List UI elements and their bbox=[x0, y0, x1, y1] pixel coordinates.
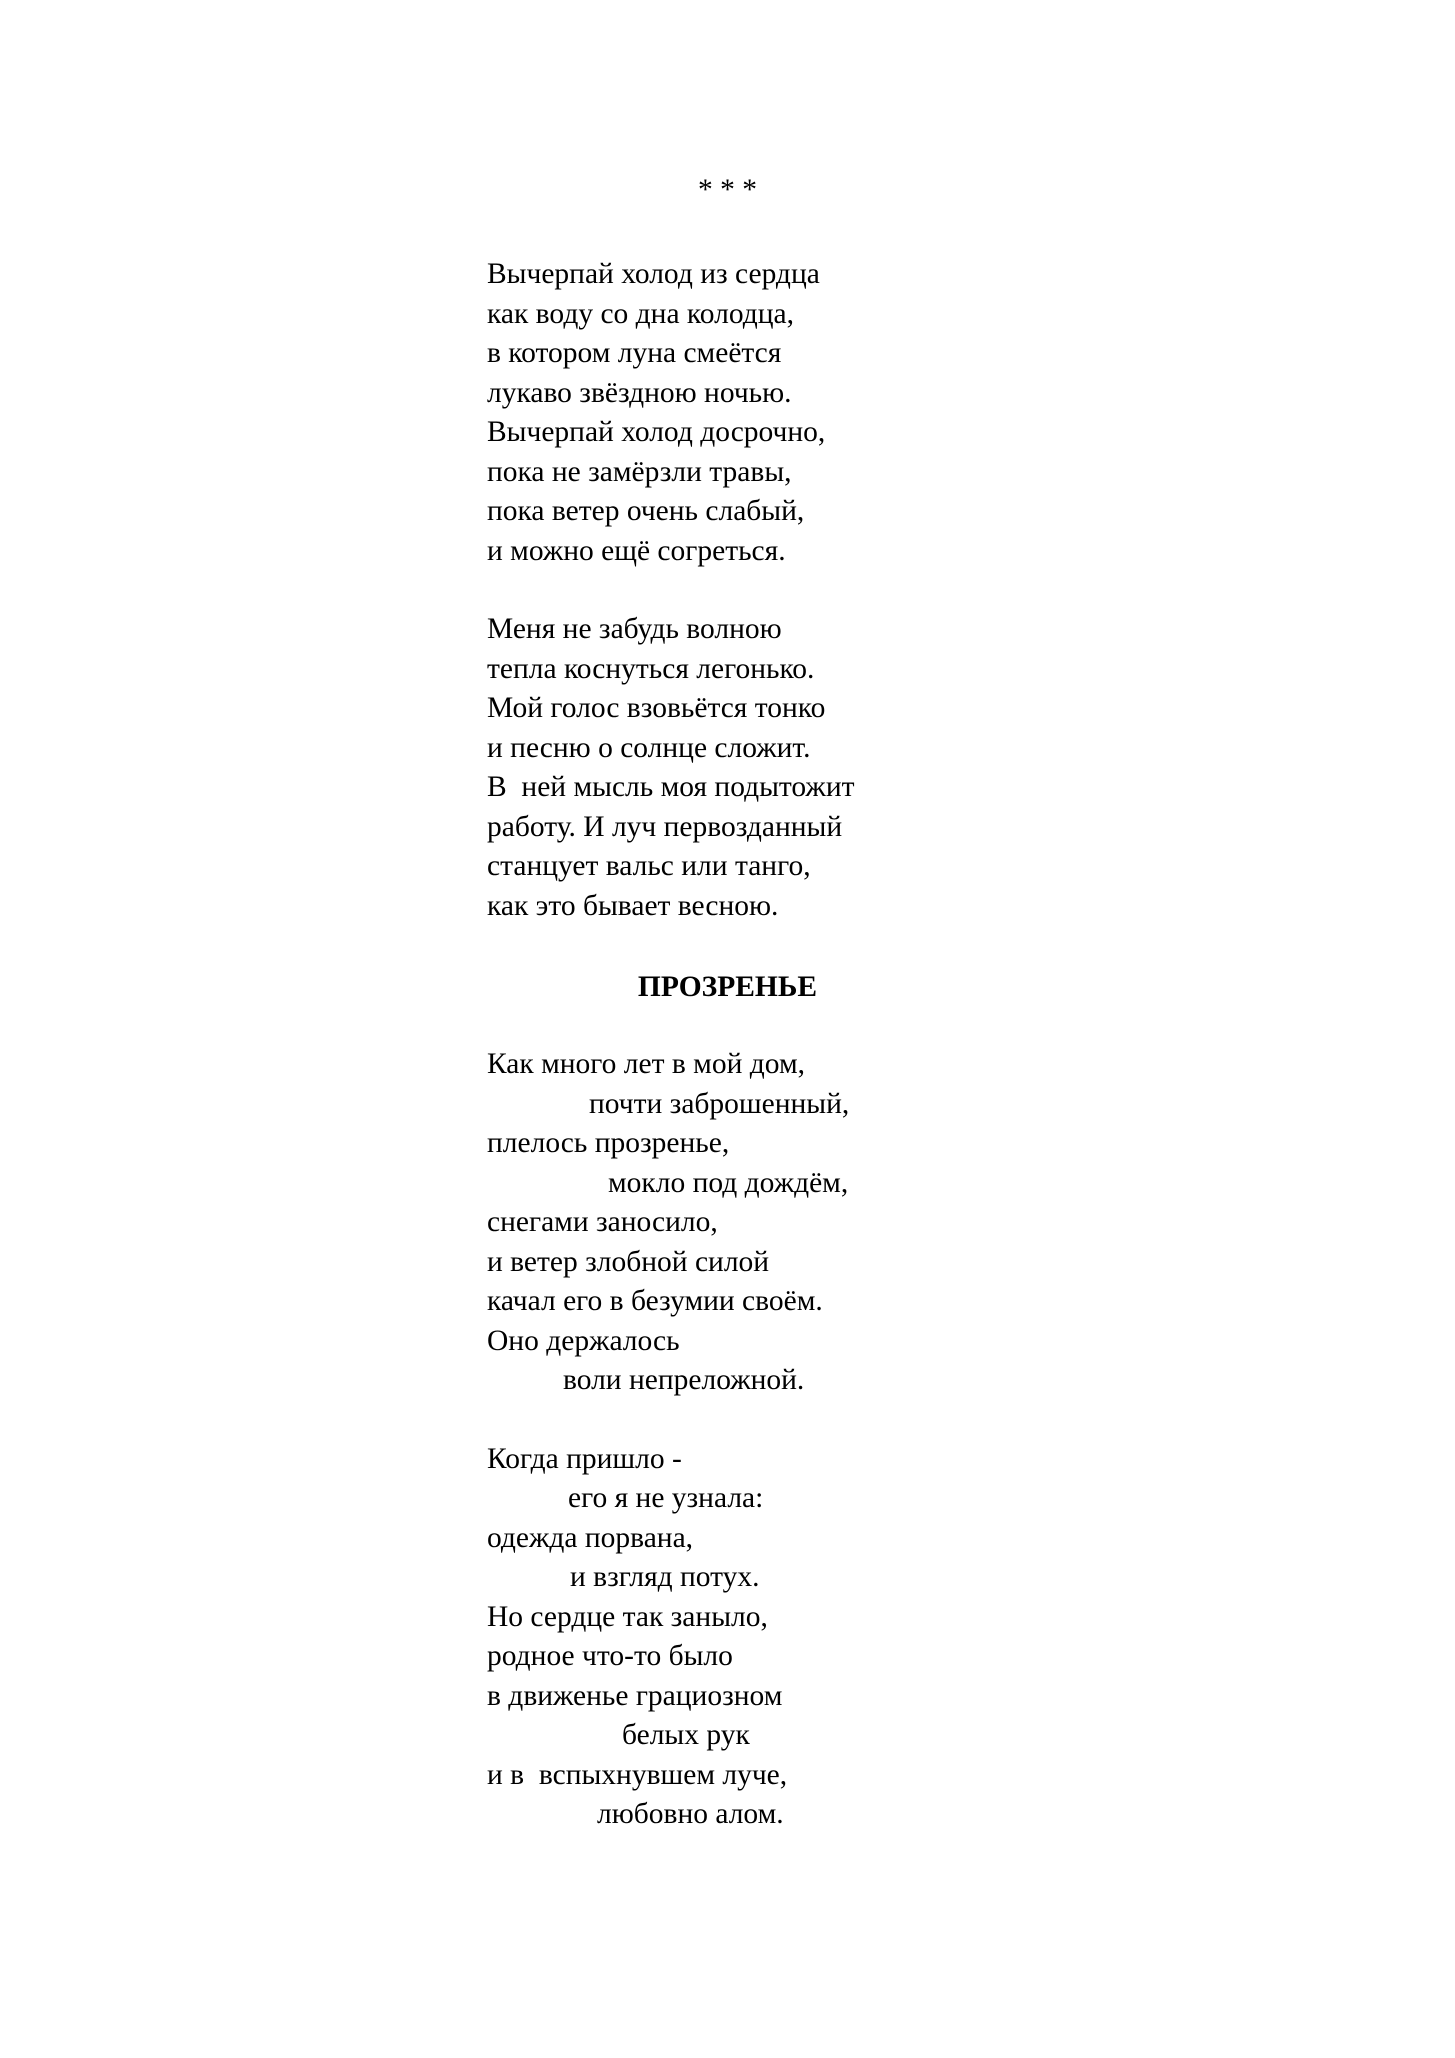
verse-line: работу. И луч первозданный bbox=[487, 811, 843, 843]
verse-line: родное что-то было bbox=[487, 1640, 733, 1672]
verse-line: и взгляд потух. bbox=[570, 1561, 760, 1593]
verse-line: белых рук bbox=[622, 1719, 750, 1751]
verse-line: мокло под дождём, bbox=[608, 1167, 849, 1199]
verse-line: Когда пришло - bbox=[487, 1443, 682, 1475]
verse-line: в котором луна смеётся bbox=[487, 337, 782, 369]
section-separator: * * * bbox=[698, 174, 757, 206]
verse-line: тепла коснуться легонько. bbox=[487, 653, 815, 685]
verse-line: лукаво звёздною ночью. bbox=[487, 377, 792, 409]
verse-line: в движенье грациозном bbox=[487, 1680, 783, 1712]
verse-line: Оно держалось bbox=[487, 1325, 680, 1357]
verse-line: любовно алом. bbox=[597, 1798, 784, 1830]
verse-line: Меня не забудь волною bbox=[487, 613, 782, 645]
verse-line: воли непреложной. bbox=[563, 1364, 805, 1396]
verse-line: Но сердце так заныло, bbox=[487, 1601, 768, 1633]
verse-line: его я не узнала: bbox=[568, 1482, 764, 1514]
verse-line: плелось прозренье, bbox=[487, 1127, 730, 1159]
verse-line: Вычерпай холод из сердца bbox=[487, 258, 820, 290]
verse-line: В ней мысль моя подытожит bbox=[487, 771, 855, 803]
verse-line: как воду со дна колодца, bbox=[487, 298, 795, 330]
verse-line: снегами заносило, bbox=[487, 1206, 718, 1238]
verse-line: и песню о солнце сложит. bbox=[487, 732, 811, 764]
verse-line: и ветер злобной силой bbox=[487, 1246, 770, 1278]
verse-line: Как много лет в мой дом, bbox=[487, 1048, 805, 1080]
verse-line: и можно ещё согреться. bbox=[487, 535, 786, 567]
verse-line: как это бывает весною. bbox=[487, 890, 779, 922]
verse-line: пока ветер очень слабый, bbox=[487, 495, 805, 527]
verse-line: почти заброшенный, bbox=[589, 1088, 850, 1120]
verse-line: пока не замёрзли травы, bbox=[487, 456, 792, 488]
verse-line: одежда порвана, bbox=[487, 1522, 694, 1554]
verse-line: и в вспыхнувшем луче, bbox=[487, 1759, 788, 1791]
verse-line: Мой голос взовьётся тонко bbox=[487, 692, 826, 724]
verse-line: Вычерпай холод досрочно, bbox=[487, 416, 826, 448]
poem-title: ПРОЗРЕНЬЕ bbox=[637, 971, 818, 1003]
verse-line: станцует вальс или танго, bbox=[487, 850, 811, 882]
verse-line: качал его в безумии своём. bbox=[487, 1285, 823, 1317]
